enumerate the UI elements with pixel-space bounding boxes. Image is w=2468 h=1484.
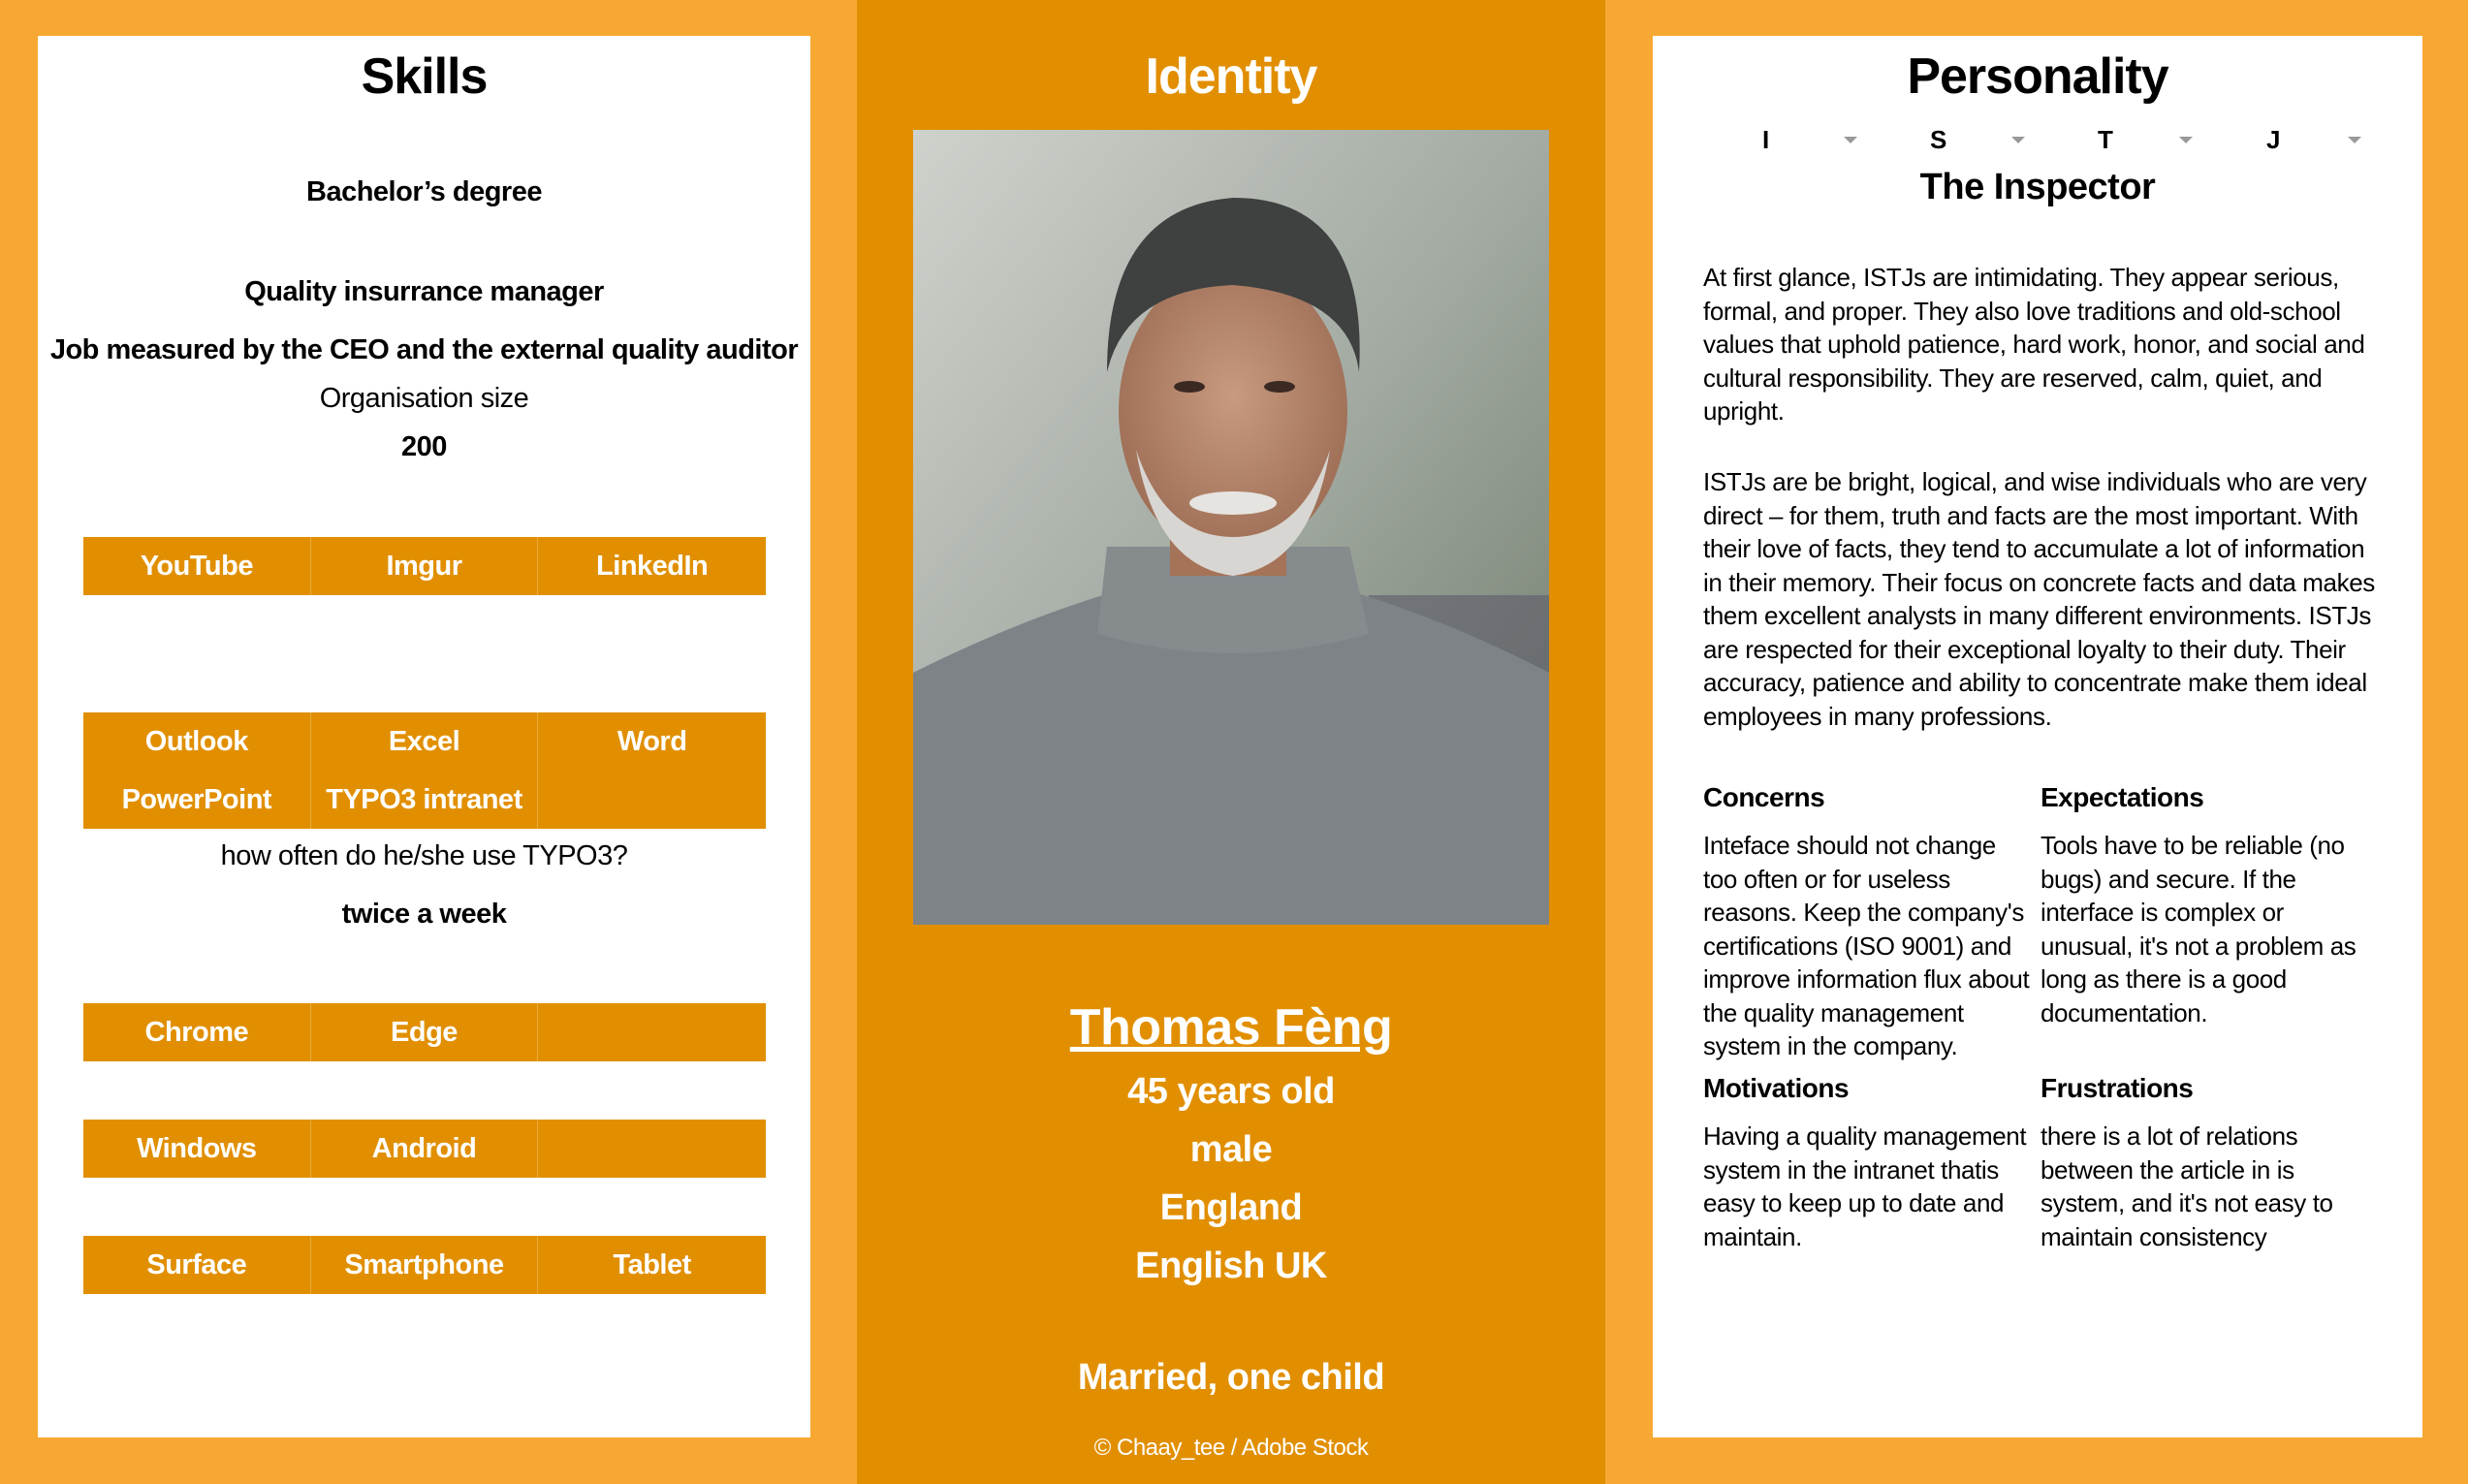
org-size-value: 200 <box>401 431 447 462</box>
personality-paragraph-1: At first glance, ISTJs are intimidating. They appear serious, formal, and proper. They also love traditions and old-school values that uphold patience, hard work, honor, and social and cultural responsibility. They are reserved, calm, quiet, and upright. <box>1703 263 2365 426</box>
mbti-letter: I <box>1762 125 1770 154</box>
app-cell: YouTube <box>83 537 311 595</box>
portrait-photo <box>913 130 1549 925</box>
persona-name: Thomas Fèng <box>1069 999 1393 1056</box>
mbti-letter: T <box>2098 125 2113 154</box>
app-cell: LinkedIn <box>596 551 709 582</box>
os-table <box>83 1120 766 1178</box>
photo-credit: © Chaay_tee / Adobe Stock <box>1093 1435 1369 1461</box>
persona-gender: male <box>1189 1129 1273 1170</box>
chevron-down-icon <box>1844 137 1857 143</box>
typo3-question: how often do he/she use TYPO3? <box>220 840 628 871</box>
personality-panel <box>1653 36 2422 1437</box>
chevron-down-icon <box>2179 137 2193 143</box>
app-cell: Smartphone <box>311 1236 539 1294</box>
app-cell: Edge <box>311 1003 539 1061</box>
app-cell: Chrome <box>83 1003 311 1061</box>
concerns-text: Inteface should not change too often or for useless reasons. Keep the company's certifications (ISO 9001) and improve information flux about the quality management system in the company. <box>1703 831 2030 1060</box>
app-cell: TYPO3 intranet <box>311 771 539 829</box>
mbti-dropdown[interactable] <box>1879 125 2043 164</box>
mbti-selector <box>1711 125 2370 164</box>
browsers-table <box>83 1003 766 1061</box>
personality-type-name: The Inspector <box>1919 167 2156 207</box>
degree: Bachelor’s degree <box>306 176 542 207</box>
identity-title: Identity <box>1145 48 1317 105</box>
app-cell: Surface <box>83 1236 311 1294</box>
app-cell <box>538 1003 766 1061</box>
identity-panel <box>857 0 1605 1484</box>
app-cell <box>538 771 766 829</box>
chevron-down-icon <box>2011 137 2025 143</box>
skills-title: Skills <box>361 48 488 105</box>
persona-family: Married, one child <box>1077 1357 1385 1398</box>
personality-title: Personality <box>1907 48 2168 105</box>
social-apps-table <box>83 537 766 595</box>
app-cell: Excel <box>311 712 539 771</box>
app-cell: Outlook <box>83 712 311 771</box>
frustrations-label: Frustrations <box>2041 1073 2194 1103</box>
app-cell: Tablet <box>613 1249 691 1280</box>
mbti-letter: J <box>2266 125 2281 154</box>
typo3-answer: twice a week <box>341 899 507 930</box>
persona-age: 45 years old <box>1127 1071 1335 1112</box>
job-title: Quality insurrance manager <box>244 276 604 307</box>
app-cell: Windows <box>83 1120 311 1178</box>
expectations-text: Tools have to be reliable (no bugs) and secure. If the interface is complex or unusual, it's not a problem as long as there is a good documentation. <box>2041 831 2357 1027</box>
app-cell: Word <box>617 726 687 757</box>
mbti-dropdown[interactable] <box>2046 125 2211 164</box>
chevron-down-icon <box>2348 137 2361 143</box>
mbti-letter: S <box>1930 125 1947 154</box>
mbti-dropdown[interactable] <box>1711 125 1876 164</box>
app-cell: Android <box>311 1120 539 1178</box>
app-cell <box>538 1120 766 1178</box>
job-measure: Job measured by the CEO and the external quality auditor <box>49 334 799 365</box>
concerns-label: Concerns <box>1703 782 1825 812</box>
persona-country: England <box>1159 1187 1303 1228</box>
persona-language: English UK <box>1135 1246 1327 1286</box>
app-cell: PowerPoint <box>83 771 311 829</box>
mbti-dropdown[interactable] <box>2215 125 2380 164</box>
personality-paragraph-2: ISTJs are be bright, logical, and wise individuals who are very direct – for them, truth and facts are the most important. With their love of facts, they tend to accumulate a lot of information in their memory. Their focus on concrete facts and data makes them excellent analysts in many different environments. ISTJs are respected for their exceptional loyalty to their duty. Their accuracy, patience and ability to concentrate make them ideal employees in many professions. <box>1703 467 2375 731</box>
office-apps-table <box>83 712 766 829</box>
org-size-label: Organisation size <box>319 383 529 414</box>
expectations-label: Expectations <box>2041 782 2204 812</box>
frustrations-text: there is a lot of relations between the article in is system, and it's not easy to maintain consistency <box>2041 1121 2333 1251</box>
skills-panel <box>38 36 810 1437</box>
motivations-label: Motivations <box>1703 1073 1850 1103</box>
app-cell: Imgur <box>311 537 539 595</box>
devices-table <box>83 1236 766 1294</box>
motivations-text: Having a quality management system in the intranet thatis easy to keep up to date and maintain. <box>1703 1121 2027 1251</box>
